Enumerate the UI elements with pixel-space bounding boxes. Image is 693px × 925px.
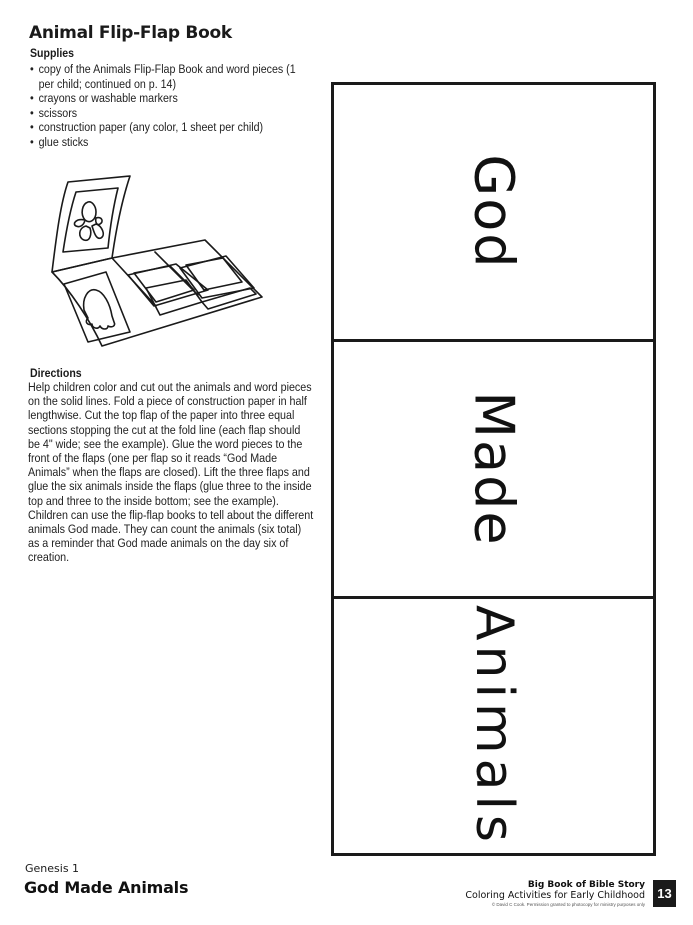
- supply-item-text: glue sticks: [38, 134, 89, 149]
- word-piece-animals: [334, 599, 653, 853]
- bullet-icon: •: [30, 134, 34, 149]
- bullet-icon: •: [30, 91, 34, 105]
- supply-item: [30, 91, 305, 106]
- word-pieces-cutout: [331, 82, 656, 856]
- bullet-icon: •: [30, 120, 34, 134]
- book-title-line-2: Coloring Activities for Early Childhood: [465, 890, 645, 901]
- lesson-title: God Made Animals: [24, 878, 189, 897]
- word-piece-text: God: [462, 154, 525, 270]
- scripture-reference: Genesis 1: [25, 862, 80, 875]
- supply-item-text: scissors: [38, 105, 78, 120]
- supply-item: [30, 135, 305, 150]
- flip-flap-book-illustration-icon: [30, 160, 280, 350]
- bullet-icon: •: [30, 62, 34, 76]
- copyright-notice: © David C Cook. Permission granted to photocopy for ministry purposes only: [491, 902, 645, 907]
- supply-item-text: copy of the Animals Flip-Flap Book and word pieces (1 per child; continued on p. 14): [38, 62, 296, 91]
- bullet-icon: •: [30, 105, 34, 120]
- supply-item-text: crayons or washable markers: [38, 91, 178, 105]
- supplies-list: [30, 62, 305, 149]
- supply-item: [30, 62, 305, 91]
- supply-item: [30, 120, 305, 135]
- word-piece-made: [334, 342, 653, 599]
- supply-item: [30, 106, 305, 121]
- book-title-line-1: Big Book of Bible Story: [527, 880, 645, 890]
- directions-text: Help children color and cut out the animals and word pieces on the solid lines. Fold a piece of construction paper in half lengthwise. Cut the top flap of the paper into three equal sections stopping the cut at the fold line (each flap should be 4" wide; see the example). Glue the word pieces to the front of the flaps (one per flap so it reads “God Made Animals” when the flaps are closed). Lift the three flaps and glue the six animals inside the flaps (glue three to the inside top and three to the inside bottom; see the example). Children can use the flip-flap books to tell about the different animals God made. They can count the animals (six total) as a reminder that God made animals on the day six of creation.: [28, 380, 314, 565]
- directions-heading: Directions: [30, 366, 82, 380]
- word-piece-text: Animals: [463, 604, 524, 848]
- supply-item-text: construction paper (any color, 1 sheet per child): [38, 120, 264, 134]
- activity-title: Animal Flip-Flap Book: [29, 23, 232, 43]
- supplies-heading: Supplies: [30, 46, 75, 60]
- word-piece-text: Made: [462, 391, 525, 547]
- page-number: 13: [653, 880, 676, 907]
- word-piece-god: [334, 85, 653, 342]
